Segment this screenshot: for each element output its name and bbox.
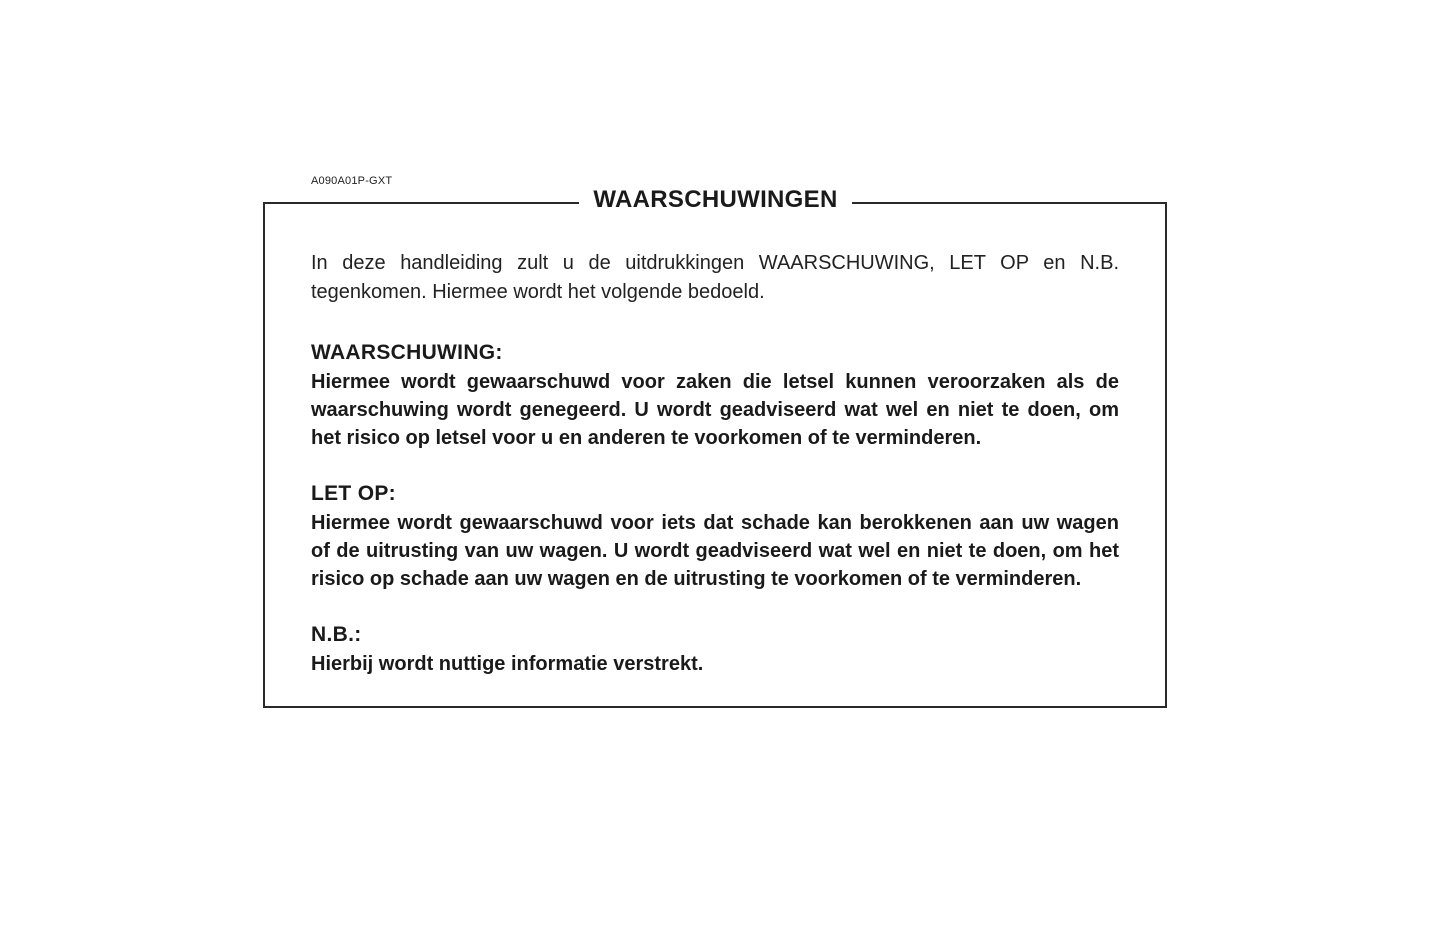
section-warning-body: Hiermee wordt gewaarschuwd voor zaken die letsel kunnen veroorzaken als de waarschuwing wordt genegeerd. U wordt geadviseerd wat wel en niet te doen, om het risico op letsel voor u en anderen te voorkomen of te verminderen. [311, 371, 1119, 449]
section-caution [311, 479, 1119, 593]
intro-paragraph: In deze handleiding zult u de uitdrukkingen WAARSCHUWING, LET OP en N.B. tegenkomen. Hiermee wordt het volgende bedoeld. [311, 252, 1119, 303]
section-caution-body: Hiermee wordt gewaarschuwd voor iets dat schade kan berokkenen aan uw wagen of de uitrusting van uw wagen. U wordt geadviseerd wat wel en niet te doen, om het risico op schade aan uw wagen en de uitrusting te voorkomen of te verminderen. [311, 512, 1119, 590]
section-warning-heading: WAARSCHUWING: [311, 341, 503, 364]
section-note-heading: N.B.: [311, 623, 362, 646]
document-code: A090A01P-GXT [311, 175, 393, 187]
page-title: WAARSCHUWINGEN [579, 186, 851, 214]
content-area [311, 249, 1119, 678]
section-warning [311, 338, 1119, 452]
section-note-body: Hierbij wordt nuttige informatie verstrekt. [311, 653, 704, 675]
section-caution-heading: LET OP: [311, 482, 396, 505]
section-note [311, 620, 1119, 678]
